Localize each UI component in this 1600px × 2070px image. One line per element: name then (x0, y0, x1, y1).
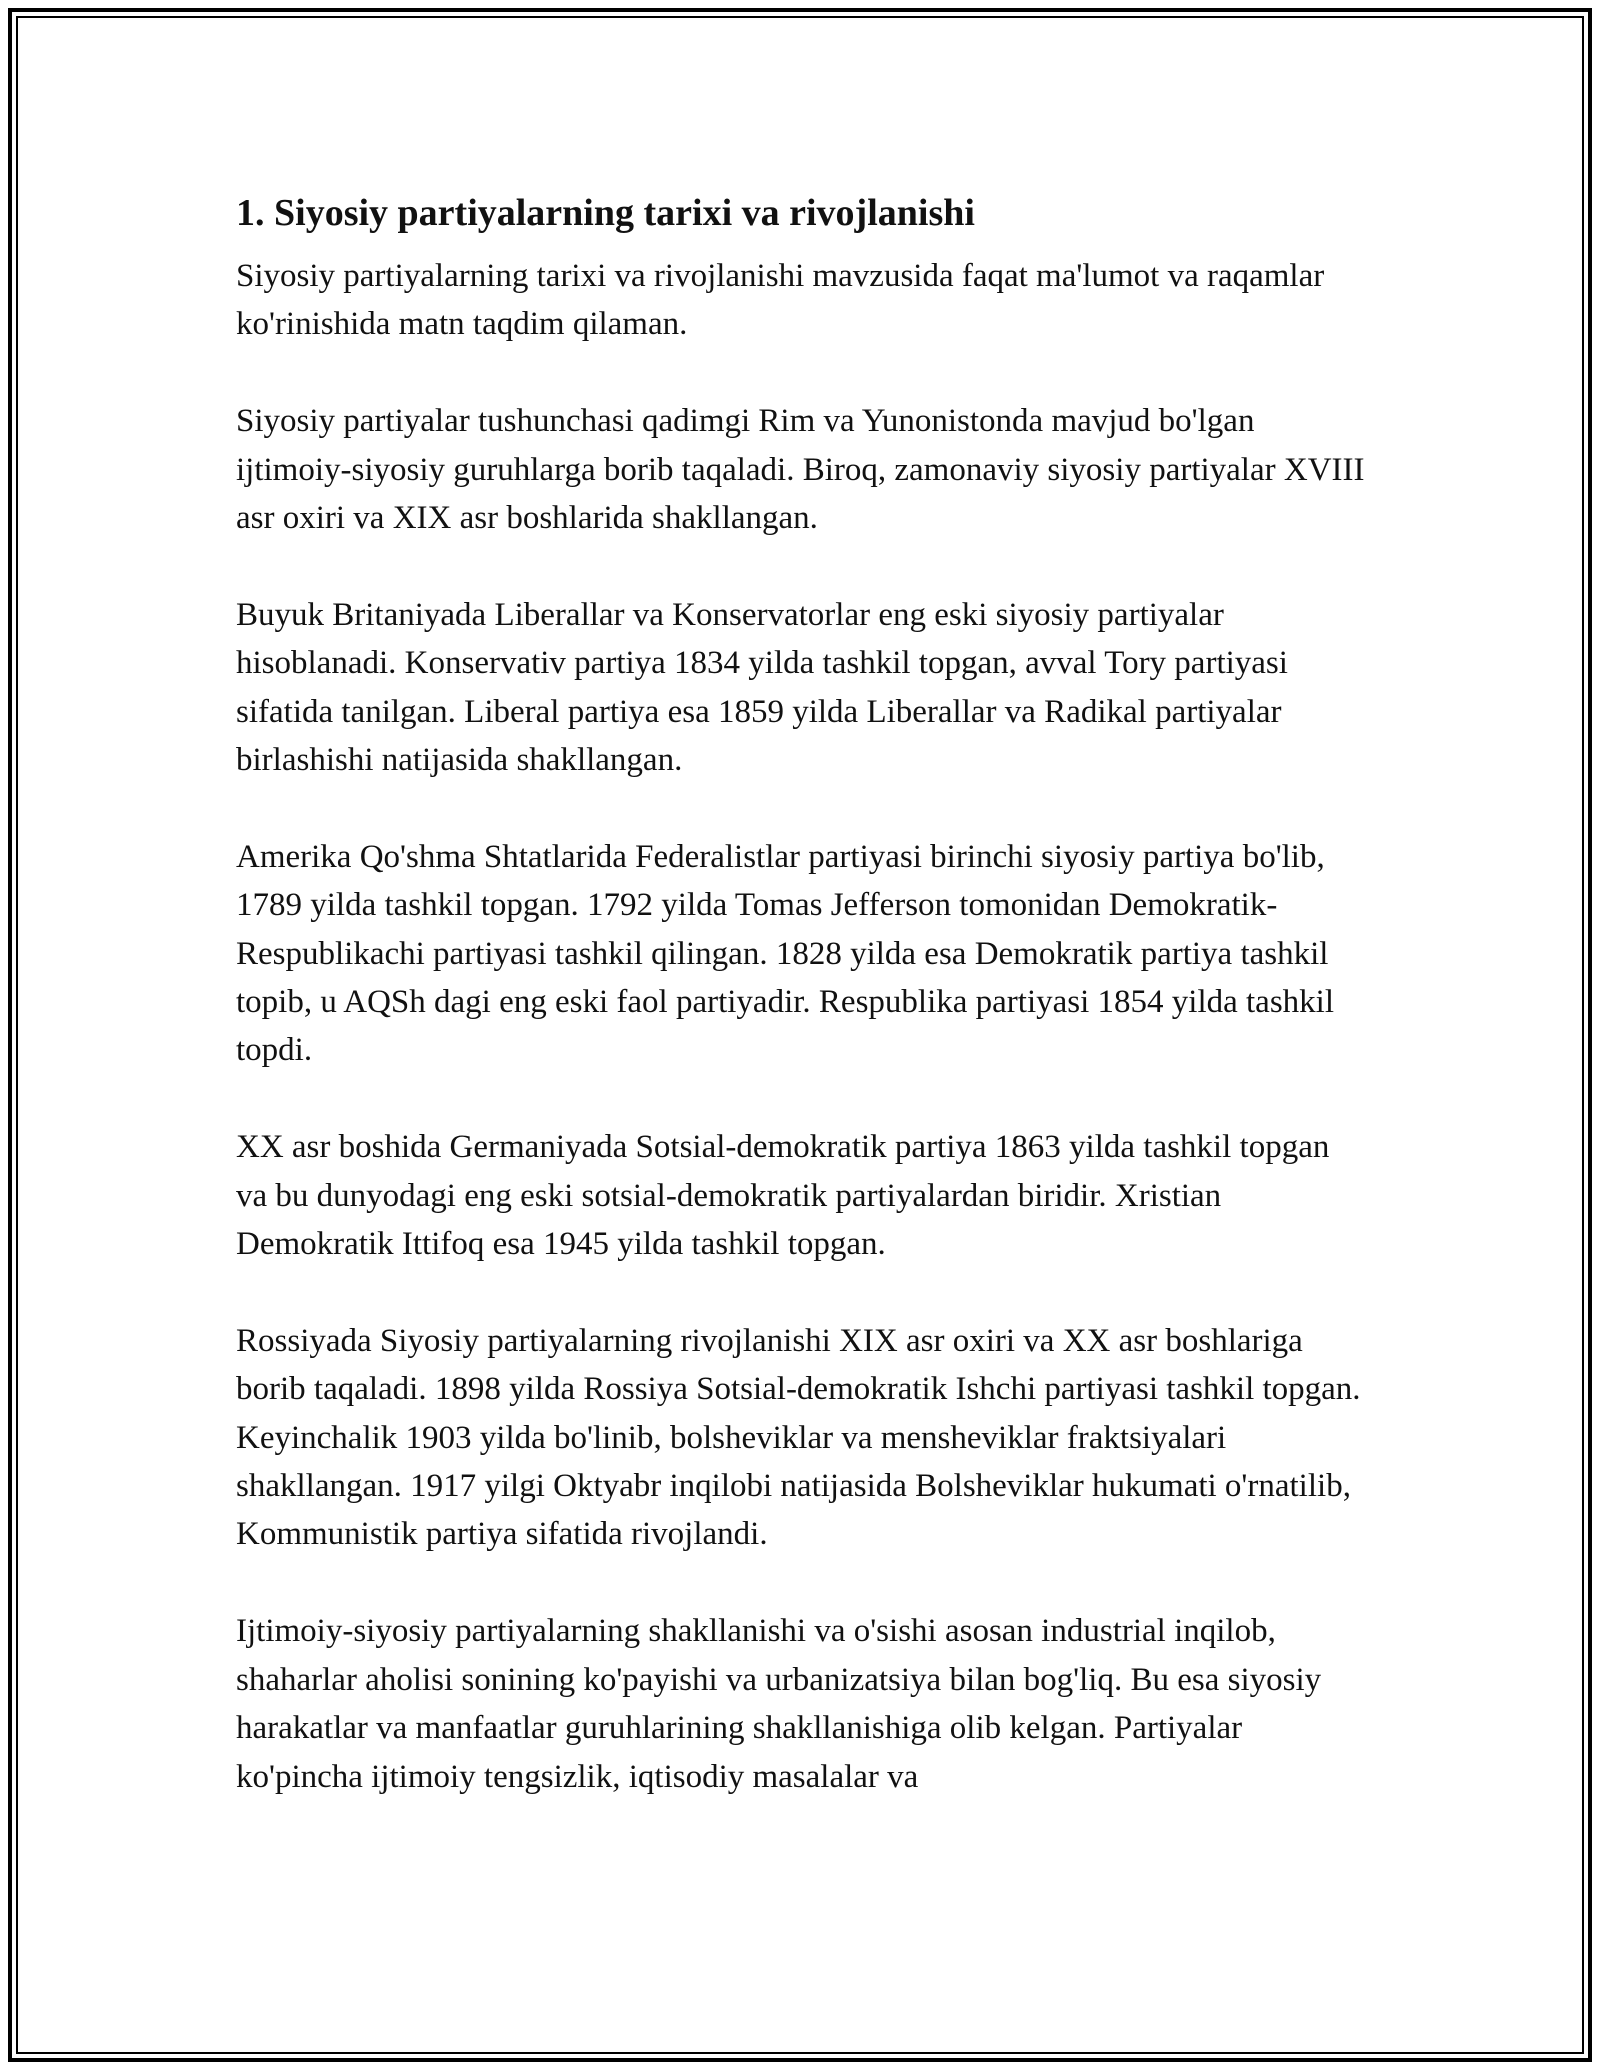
section-heading: 1. Siyosiy partiyalarning tarixi va rivojlanishi (236, 192, 975, 234)
paragraph-germany: XX asr boshida Germaniyada Sotsial-demokratik partiya 1863 yilda tashkil topgan va bu dunyodagi eng eski sotsial-demokratik partiyalardan biridir. Xristian Demokratik Ittifoq esa 1945 yilda tashkil topgan. (236, 1129, 1330, 1263)
paragraph-usa: Amerika Qo'shma Shtatlarida Federalistlar partiyasi birinchi siyosiy partiya bo'lib, 1789 yilda tashkil topgan. 1792 yilda Tomas Jefferson tomonidan Demokratik-Respublikachi partiyasi tashkil qilingan. 1828 yilda esa Demokratik partiya tashkil topib, u AQSh dagi eng eski faol partiyadir. Respublika partiyasi 1854 yilda tashkil topdi. (236, 838, 1335, 1069)
paragraph-origins: Siyosiy partiyalar tushunchasi qadimgi Rim va Yunonistonda mavjud bo'lgan ijtimoiy-siyosiy guruhlarga borib taqaladi. Biroq, zamonaviy siyosiy partiyalar XVIII asr oxiri va XIX asr boshlarida shakllangan. (236, 403, 1365, 537)
paragraph-social-factors: Ijtimoiy-siyosiy partiyalarning shakllanishi va o'sishi asosan industrial inqilob, shaharlar aholisi sonining ko'payishi va urbanizatsiya bilan bog'liq. Bu esa siyosiy harakatlar va manfaatlar guruhlarining shakllanishiga olib kelgan. Partiyalar ko'pincha ijtimoiy tengsizlik, iqtisodiy masalalar va (236, 1613, 1322, 1795)
document-body (236, 186, 1366, 1849)
paragraph-russia: Rossiyada Siyosiy partiyalarning rivojlanishi XIX asr oxiri va XX asr boshlariga borib taqaladi. 1898 yilda Rossiya Sotsial-demokratik Ishchi partiyasi tashkil topgan. Keyinchalik 1903 yilda bo'linib, bolsheviklar va mensheviklar fraktsiyalari shakllangan. 1917 yilgi Oktyabr inqilobi natijasida Bolsheviklar hukumati o'rnatilib, Kommunistik partiya sifatida rivojlandi. (236, 1322, 1361, 1553)
paragraph-britain: Buyuk Britaniyada Liberallar va Konservatorlar eng eski siyosiy partiyalar hisoblanadi. Konservativ partiya 1834 yilda tashkil topgan, avval Tory partiyasi sifatida tanilgan. Liberal partiya esa 1859 yilda Liberallar va Radikal partiyalar birlashishi natijasida shakllangan. (236, 596, 1288, 779)
paragraph-intro: Siyosiy partiyalarning tarixi va rivojlanishi mavzusida faqat ma'lumot va raqamlar ko'rinishida matn taqdim qilaman. (236, 258, 1325, 343)
